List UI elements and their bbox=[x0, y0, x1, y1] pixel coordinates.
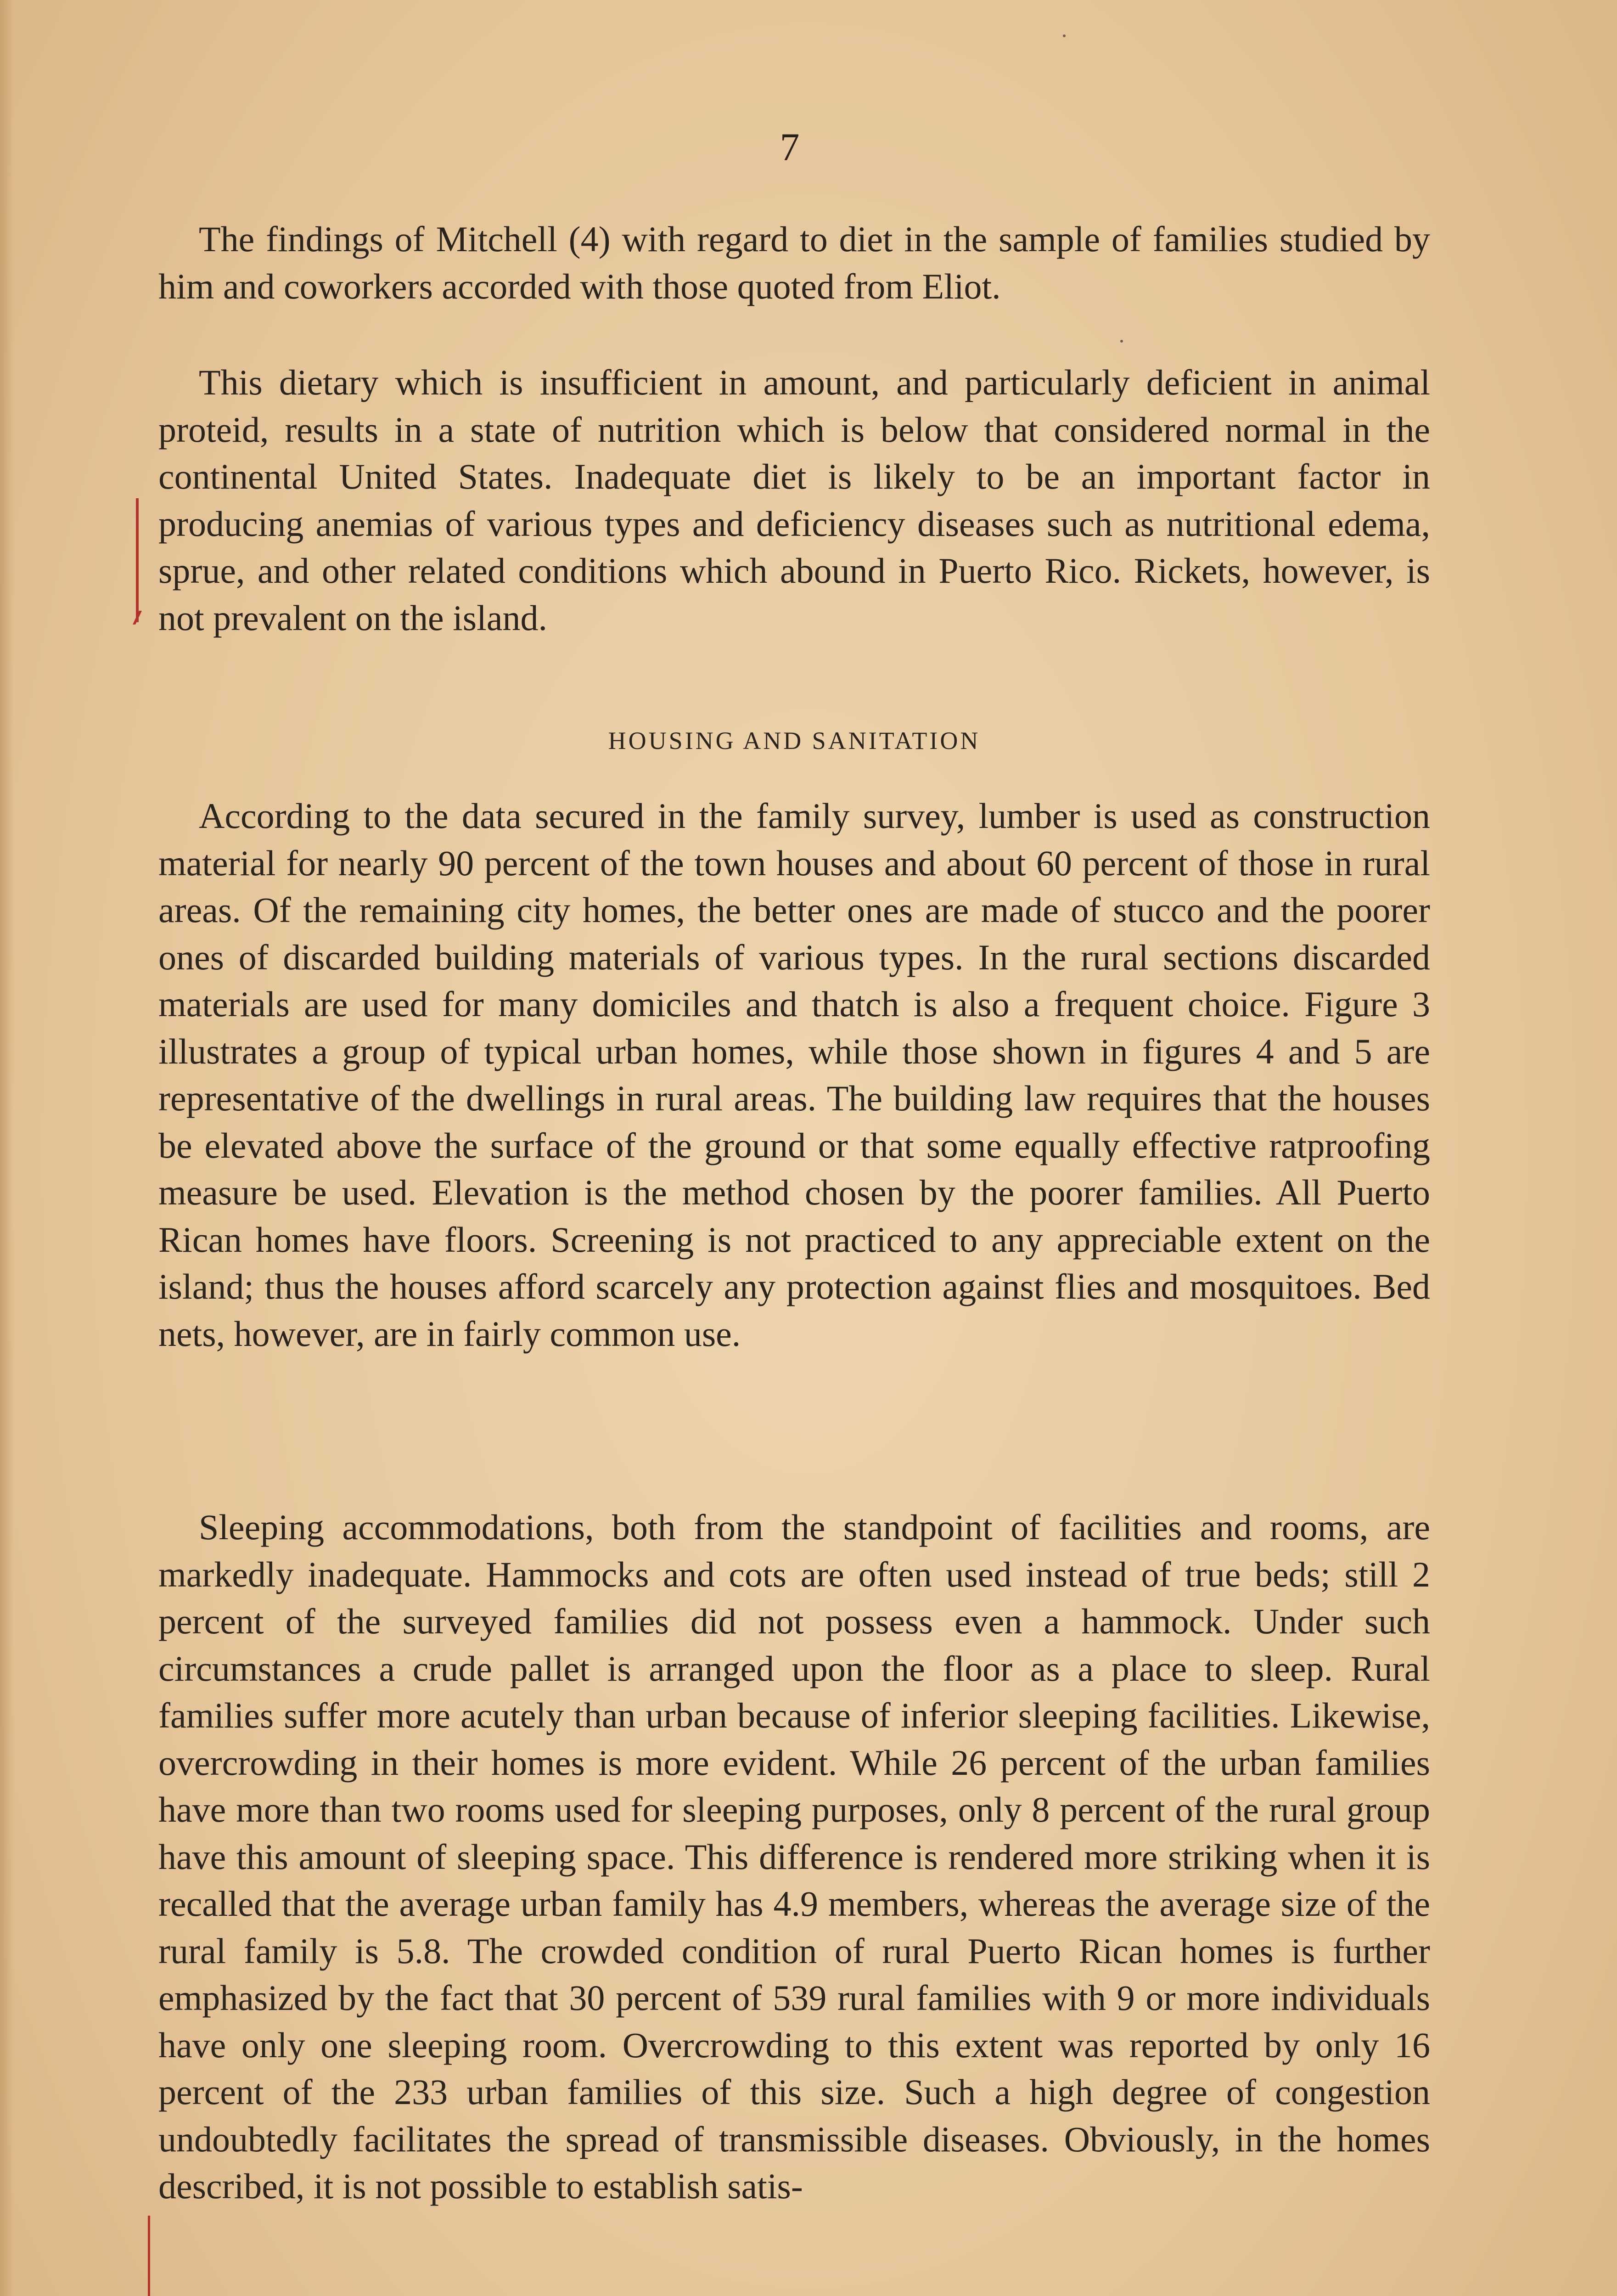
paragraph-text: According to the data secured in the family survey, lumber is used as construction material for nearly 90 percent of the town houses and about 60 percent of those in rural areas. Of the remaining city homes, the better ones are made of stucco and the poorer ones of discarded building materials of various types. In the rural sections discarded materials are used for many domiciles and thatch is also a frequent choice. Figure 3 illustrates a group of typical urban homes, while those shown in figures 4 and 5 are representative of the dwellings in rural areas. The building law requires that the houses be elevated above the surface of the ground or that some equally effective ratproofing measure be used. Elevation is the method chosen by the poorer families. All Puerto Rican homes have floors. Screening is not practiced to any appreciable extent on the island; thus the houses afford scarcely any protection against flies and mosquitoes. Bed nets, however, are in fairly common use. bbox=[158, 796, 1430, 1354]
paragraph-text: This dietary which is insufficient in amount, and particularly deficient in animal proteid, results in a state of nutrition which is below that considered normal in the continental United States. Inadequate diet is likely to be an important factor in producing anemias of various types and deficiency diseases such as nutritional edema, sprue, and other related conditions which abound in Puerto Rico. Rickets, however, is not prevalent on the island. bbox=[158, 362, 1430, 638]
page-number: 7 bbox=[780, 125, 800, 169]
paragraph-housing bbox=[158, 793, 1430, 1357]
paper-speck bbox=[1063, 34, 1066, 37]
red-margin-mark bbox=[136, 498, 139, 622]
red-margin-mark bbox=[148, 2216, 150, 2296]
page-edge-shadow bbox=[0, 0, 14, 2296]
paper-speck bbox=[1120, 340, 1123, 343]
section-heading: HOUSING AND SANITATION bbox=[608, 727, 981, 754]
paragraph-sleeping bbox=[158, 1504, 1430, 2210]
paragraph-dietary bbox=[158, 359, 1430, 642]
paragraph-mitchell-findings bbox=[158, 216, 1430, 310]
paragraph-text: Sleeping accommodations, both from the standpoint of facilities and rooms, are markedly inadequate. Hammocks and cots are often used instead of true beds; still 2 percent of the surveyed families did not possess even a hammock. Under such circumstances a crude pallet is arranged upon the floor as a place to sleep. Rural families suffer more acutely than urban because of inferior sleeping facilities. Likewise, overcrowding in their homes is more evident. While 26 percent of the urban families have more than two rooms used for sleeping purposes, only 8 percent of the rural group have this amount of sleeping space. This difference is rendered more striking when it is recalled that the average urban family has 4.9 members, whereas the average size of the rural family is 5.8. The crowded condition of rural Puerto Rican homes is further emphasized by the fact that 30 percent of 539 rural families with 9 or more individuals have only one sleeping room. Overcrowding to this extent was reported by only 16 percent of the 233 urban families of this size. Such a high degree of congestion undoubtedly facilitates the spread of transmissible diseases. Obviously, in the homes described, it is not possible to establish satis- bbox=[158, 1507, 1430, 2206]
red-margin-mark-tick bbox=[133, 611, 150, 625]
paragraph-text: The findings of Mitchell (4) with regard to diet in the sample of families studied by him and coworkers accorded with those quoted from Eliot. bbox=[158, 219, 1430, 306]
